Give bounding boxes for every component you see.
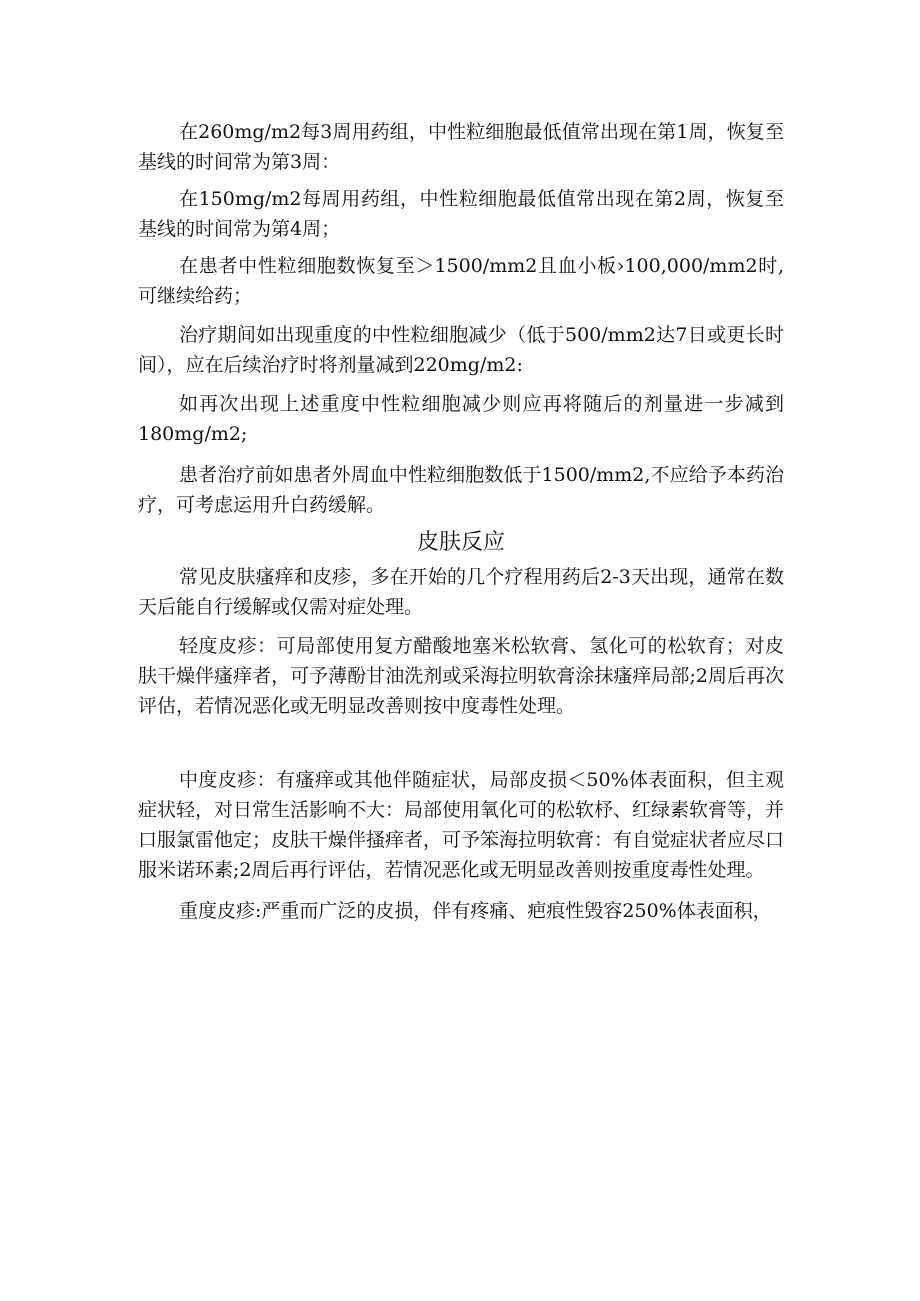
- paragraph-mild-rash: 轻度皮疹：可局部使用复方醋酸地塞米松软膏、氢化可的松软育；对皮肤干燥伴瘙痒者，可予薄酚甘油洗剂或采海拉明软膏涂抹瘙痒局部;2周后再次评估，若情况恶化或无明显改善则按中度毒性处理。: [138, 635, 784, 717]
- paragraph-severe-neutropenia: 治疗期间如出现重度的中性粒细胞减少（低于500∕mm2达7日或更长时间），应在后续治疗时将剂量减到220mg∕m2:: [138, 324, 784, 376]
- paragraph-severe-rash: 重度皮疹:严重而广泛的皮损，伴有疼痛、疤痕性毁容250%体表面积，: [179, 900, 772, 922]
- paragraph-skin-overview: 常见皮肤瘙痒和皮疹，多在开始的几个疗程用药后2-3天出现，通常在数天后能自行缓解或仅需对症处理。: [138, 566, 784, 618]
- paragraph-resume-dosing: 在患者中性粒细胞数恢复至＞1500/mm2且血小板›100,000∕mm2时,可继续给药；: [138, 255, 784, 307]
- document-body: [138, 117, 784, 926]
- paragraph-dose-260: 在260mg∕m2每3周用药组，中性粒细胞最低值常出现在第1周，恢复至基线的时间常为第3周：: [138, 121, 784, 173]
- section-heading-skin-reaction: 皮肤反应: [416, 530, 505, 555]
- paragraph-pretreatment-check: 患者治疗前如患者外周血中性粒细胞数低于1500∕mm2,不应给予本药治疗，可考虑运用升白药缓解。: [138, 464, 784, 516]
- paragraph-further-reduction: 如再次出现上述重度中性粒细胞减少则应再将随后的剂量进一步减到180mg∕m2;: [138, 393, 784, 445]
- paragraph-moderate-rash: 中度皮疹：有瘙痒或其他伴随症状，局部皮损＜50%体表面积，但主观症状轻，对日常生活影响不大：局部使用氧化可的松软杼、红绿素软膏等，并口服氯雷他定；皮肤干燥伴搔痒者，可予笨海拉明软膏：有自觉症状者应尽口服米诺环素;2周后再行评估，若情况恶化或无明显改善则按重度毒性处理。: [138, 769, 785, 881]
- paragraph-dose-150: 在150mg∕m2每周用药组，中性粒细胞最低值常出现在第2周，恢复至基线的时间常为第4周；: [138, 188, 784, 240]
